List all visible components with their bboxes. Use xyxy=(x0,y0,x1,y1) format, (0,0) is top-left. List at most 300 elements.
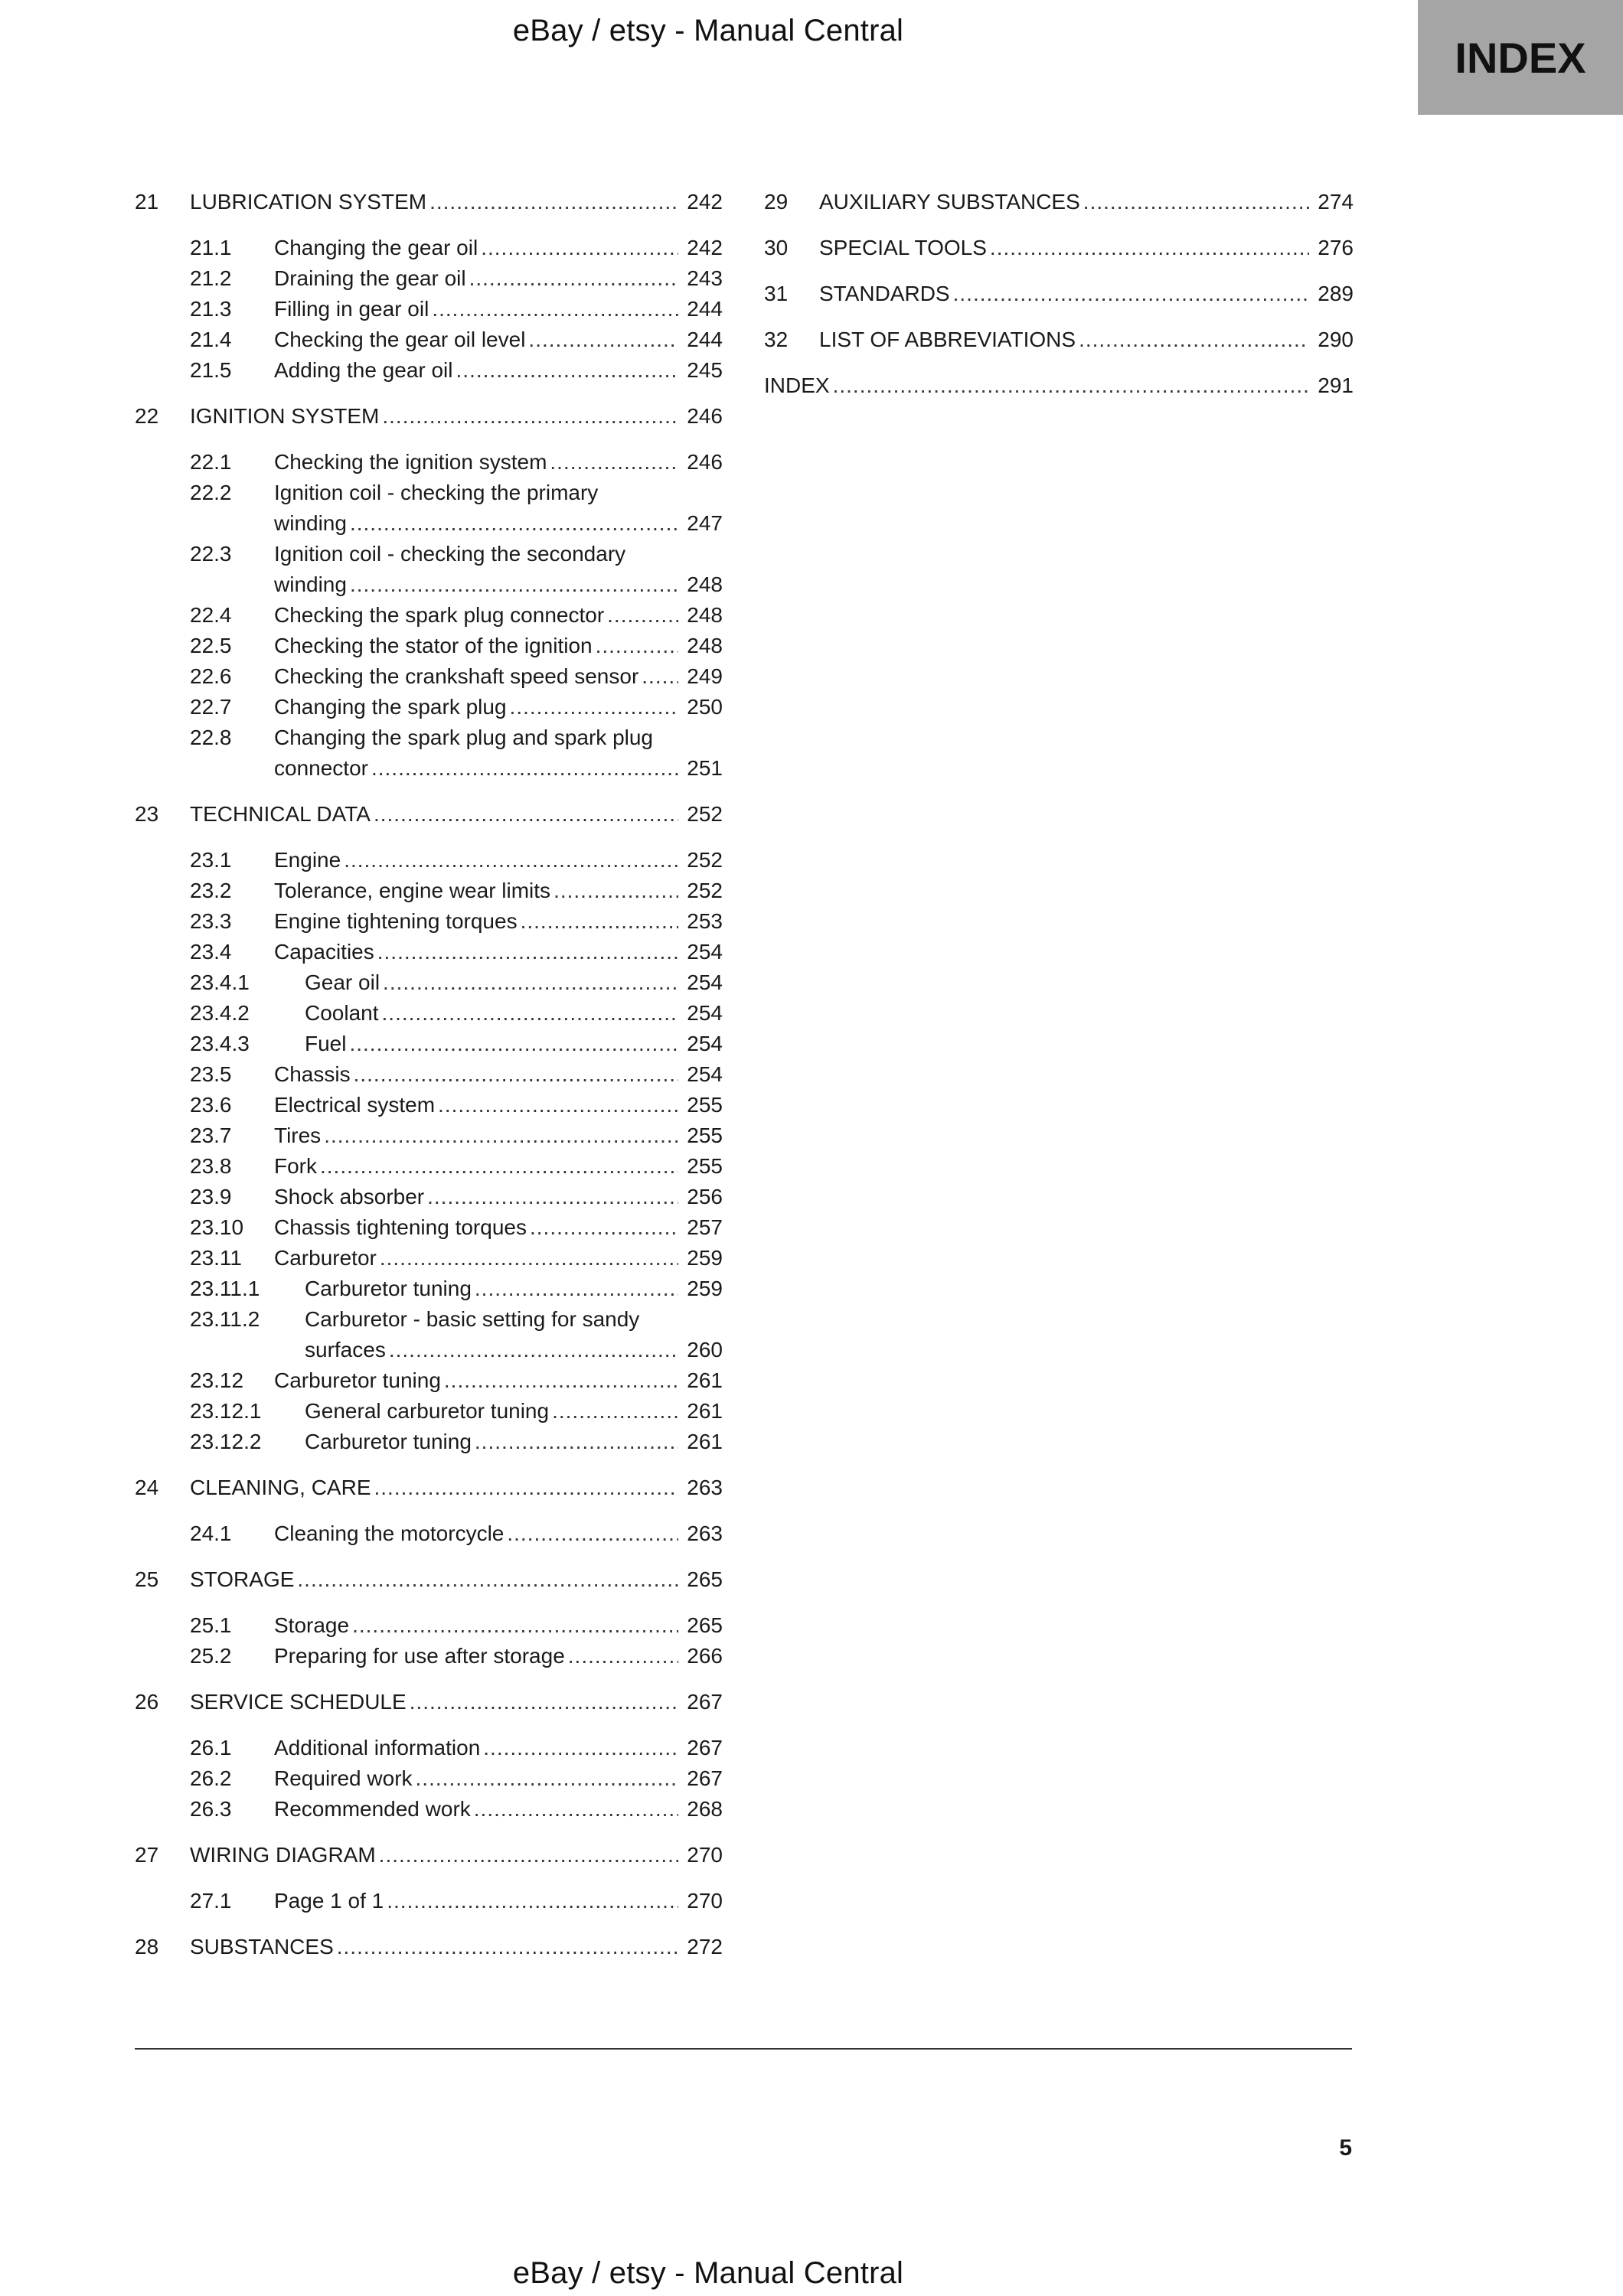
toc-dot-leader xyxy=(382,401,678,432)
toc-entry-title: Carburetor xyxy=(274,1246,377,1270)
toc-entry-body xyxy=(305,1304,723,1365)
toc-entry-body xyxy=(305,1274,723,1304)
toc-entry-number: 29 xyxy=(764,190,789,214)
toc-entry-title: Changing the spark plug xyxy=(274,695,507,719)
toc-entry-chapter[interactable] xyxy=(135,1840,723,1870)
toc-entry-number: 25.2 xyxy=(190,1644,232,1668)
toc-entry-number: 23.11.1 xyxy=(190,1277,260,1300)
toc-dot-leader xyxy=(483,1733,678,1763)
toc-dot-leader xyxy=(350,508,678,539)
toc-dot-leader xyxy=(481,233,678,263)
toc-entry-number: 23.1 xyxy=(190,848,232,872)
toc-entry-number: 26.2 xyxy=(190,1766,232,1790)
toc-entry-sec[interactable] xyxy=(135,263,723,294)
toc-entry-number: 27 xyxy=(135,1843,159,1867)
toc-entry-number: 23.7 xyxy=(190,1124,232,1147)
toc-dot-leader xyxy=(382,998,678,1029)
toc-entry-sec[interactable] xyxy=(135,845,723,876)
toc-entry-chapter[interactable] xyxy=(135,799,723,830)
toc-dot-leader xyxy=(379,1840,678,1870)
toc-entry-number: 21.2 xyxy=(190,266,232,290)
toc-dot-leader xyxy=(528,325,678,355)
toc-entry-body xyxy=(274,722,723,784)
toc-entry-number: 23.8 xyxy=(190,1154,232,1178)
toc-entry-title: General carburetor tuning xyxy=(305,1399,550,1423)
toc-entry-page: 254 xyxy=(687,1062,723,1086)
toc-entry-number: 23.4 xyxy=(190,940,232,964)
toc-entry-body xyxy=(274,1763,723,1794)
toc-entry-number: 22.5 xyxy=(190,634,232,657)
toc-dot-leader xyxy=(475,1427,678,1457)
toc-dot-leader xyxy=(475,1274,678,1304)
toc-entry-number: 22.6 xyxy=(190,664,232,688)
toc-entry-title: Draining the gear oil xyxy=(274,266,466,290)
toc-entry-title: Additional information xyxy=(274,1736,481,1760)
toc-entry-page: 248 xyxy=(687,572,723,596)
toc-entry-sec[interactable] xyxy=(135,876,723,906)
toc-entry-title: Shock absorber xyxy=(274,1185,425,1208)
toc-entry-title: Carburetor tuning xyxy=(305,1277,472,1300)
toc-entry-body xyxy=(274,233,723,263)
toc-entry-title: SERVICE SCHEDULE xyxy=(190,1690,407,1714)
toc-entry-sec[interactable] xyxy=(135,1763,723,1794)
toc-dot-leader xyxy=(380,1243,678,1274)
toc-entry-title: Chassis xyxy=(274,1062,351,1086)
toc-entry-title: Required work xyxy=(274,1766,413,1790)
toc-entry-body xyxy=(274,294,723,325)
toc-entry-page: 255 xyxy=(687,1093,723,1117)
toc-entry-title-continued: surfaces xyxy=(305,1338,386,1362)
toc-entry-number: 23.4.3 xyxy=(190,1032,250,1055)
toc-entry-page: 254 xyxy=(687,970,723,994)
toc-entry-page: 255 xyxy=(687,1154,723,1178)
toc-entry-body xyxy=(190,1932,723,1962)
toc-entry-page: 253 xyxy=(687,909,723,933)
toc-entry-body xyxy=(190,1473,723,1503)
toc-entry-title: Changing the spark plug and spark plug xyxy=(274,726,654,749)
toc-entry-sec[interactable] xyxy=(135,355,723,386)
toc-dot-leader xyxy=(990,233,1309,263)
toc-dot-leader xyxy=(568,1641,678,1671)
toc-entry-title: STANDARDS xyxy=(819,282,950,305)
toc-entry-continuation xyxy=(274,569,723,600)
toc-entry-number: 21.4 xyxy=(190,328,232,351)
toc-entry-sub[interactable] xyxy=(135,1274,723,1304)
toc-entry-number: 23.9 xyxy=(190,1185,232,1208)
toc-entry-page: 270 xyxy=(687,1843,723,1867)
toc-entry-sec[interactable] xyxy=(135,478,723,539)
toc-entry-page: 265 xyxy=(687,1613,723,1637)
toc-entry-body xyxy=(274,539,723,600)
toc-entry-page: 245 xyxy=(687,358,723,382)
toc-entry-page: 267 xyxy=(687,1736,723,1760)
toc-entry-sec[interactable] xyxy=(135,1365,723,1396)
toc-entry-title: Fork xyxy=(274,1154,317,1178)
toc-entry-sec[interactable] xyxy=(135,1120,723,1151)
toc-dot-leader xyxy=(474,1794,678,1825)
toc-entry-page: 260 xyxy=(687,1338,723,1362)
toc-dot-leader xyxy=(432,294,678,325)
toc-entry-title: Engine tightening torques xyxy=(274,909,518,933)
toc-entry-number: 21 xyxy=(135,190,159,214)
toc-entry-body xyxy=(274,1059,723,1090)
toc-entry-title: LUBRICATION SYSTEM xyxy=(190,190,427,214)
toc-entry-sec[interactable] xyxy=(135,325,723,355)
toc-entry-number: 32 xyxy=(764,328,789,351)
toc-entry-body xyxy=(274,845,723,876)
toc-entry-body xyxy=(274,1212,723,1243)
toc-entry-sub[interactable] xyxy=(135,1396,723,1427)
toc-entry-title: Ignition coil - checking the primary xyxy=(274,481,599,504)
toc-entry-chapter[interactable] xyxy=(135,1564,723,1595)
toc-entry-sub[interactable] xyxy=(135,998,723,1029)
toc-dot-leader xyxy=(642,661,678,692)
toc-entry-body xyxy=(819,325,1354,355)
toc-entry-body xyxy=(190,1840,723,1870)
toc-entry-number: 21.3 xyxy=(190,297,232,321)
toc-entry-sec[interactable] xyxy=(135,1794,723,1825)
toc-entry-number: 23.12 xyxy=(190,1368,244,1392)
toc-entry-page: 254 xyxy=(687,940,723,964)
toc-entry-chapter[interactable] xyxy=(764,325,1354,355)
toc-entry-title: Recommended work xyxy=(274,1797,471,1821)
toc-entry-page: 242 xyxy=(687,190,723,214)
toc-entry-title: Electrical system xyxy=(274,1093,436,1117)
toc-dot-leader xyxy=(521,906,678,937)
toc-entry-title: Coolant xyxy=(305,1001,379,1025)
toc-entry-title: Tires xyxy=(274,1124,322,1147)
toc-entry-title: Fuel xyxy=(305,1032,347,1055)
toc-entry-number: 31 xyxy=(764,282,789,305)
toc-entry-number: 23.4.1 xyxy=(190,970,250,994)
toc-entry-body xyxy=(274,1151,723,1182)
toc-entry-number: 23.12.1 xyxy=(190,1399,262,1423)
toc-dot-leader xyxy=(607,600,678,631)
toc-entry-body xyxy=(274,876,723,906)
toc-dot-leader xyxy=(377,937,678,967)
toc-entry-title: Engine xyxy=(274,848,341,872)
toc-entry-number: 22 xyxy=(135,404,159,428)
toc-entry-number: 23.6 xyxy=(190,1093,232,1117)
toc-entry-sec[interactable] xyxy=(135,937,723,967)
toc-entry-title: Chassis tightening torques xyxy=(274,1215,527,1239)
toc-entry-chapter[interactable] xyxy=(135,1687,723,1717)
toc-dot-leader xyxy=(427,1182,678,1212)
toc-entry-title: Storage xyxy=(274,1613,350,1637)
toc-dot-leader xyxy=(530,1212,678,1243)
toc-dot-leader xyxy=(552,1396,678,1427)
toc-dot-leader xyxy=(554,876,678,906)
toc-entry-title: Cleaning the motorcycle xyxy=(274,1521,505,1545)
toc-entry-body xyxy=(274,906,723,937)
toc-entry-number: 22.2 xyxy=(190,481,232,504)
toc-entry-page: 244 xyxy=(687,297,723,321)
toc-dot-leader xyxy=(469,263,678,294)
toc-dot-leader xyxy=(320,1151,678,1182)
toc-entry-number: 23.11 xyxy=(190,1246,242,1270)
toc-entry-body xyxy=(274,937,723,967)
toc-entry-body xyxy=(274,355,723,386)
toc-entry-number: 23.2 xyxy=(190,879,232,902)
toc-entry-title: Carburetor - basic setting for sandy xyxy=(305,1307,640,1331)
toc-entry-body xyxy=(274,325,723,355)
toc-entry-title-continued: winding xyxy=(274,511,347,535)
toc-entry-number: 23.10 xyxy=(190,1215,244,1239)
toc-column-left xyxy=(135,187,723,1962)
toc-entry-page: 265 xyxy=(687,1567,723,1591)
toc-entry-page: 268 xyxy=(687,1797,723,1821)
toc-entry-number: 23.5 xyxy=(190,1062,232,1086)
toc-entry-page: 274 xyxy=(1318,190,1354,214)
toc-entry-chapter[interactable] xyxy=(764,279,1354,309)
toc-dot-leader xyxy=(833,370,1309,401)
toc-entry-number: 22.4 xyxy=(190,603,232,627)
toc-dot-leader xyxy=(387,1886,678,1916)
toc-entry-number: 28 xyxy=(135,1935,159,1958)
toc-dot-leader xyxy=(410,1687,678,1717)
toc-entry-body xyxy=(190,799,723,830)
toc-entry-title: Checking the spark plug connector xyxy=(274,603,605,627)
toc-entry-page: 261 xyxy=(687,1430,723,1453)
toc-entry-number: 23.11.2 xyxy=(190,1307,260,1331)
toc-entry-body xyxy=(274,263,723,294)
toc-entry-page: 289 xyxy=(1318,282,1354,305)
toc-entry-number: 21.1 xyxy=(190,236,232,259)
toc-entry-chapter[interactable] xyxy=(135,1932,723,1962)
toc-entry-page: 255 xyxy=(687,1124,723,1147)
toc-entry-chapter[interactable] xyxy=(135,401,723,432)
toc-entry-title: Gear oil xyxy=(305,970,380,994)
toc-entry-number: 26.3 xyxy=(190,1797,232,1821)
toc-dot-leader xyxy=(350,569,678,600)
toc-entry-body xyxy=(274,1733,723,1763)
toc-entry-title: WIRING DIAGRAM xyxy=(190,1843,376,1867)
toc-dot-leader xyxy=(389,1335,678,1365)
toc-entry-chapter[interactable] xyxy=(135,1473,723,1503)
toc-entry-page: 261 xyxy=(687,1399,723,1423)
toc-entry-body xyxy=(819,233,1354,263)
toc-entry-body xyxy=(274,1794,723,1825)
toc-entry-sec[interactable] xyxy=(135,1182,723,1212)
toc-entry-chapter[interactable] xyxy=(135,187,723,217)
toc-entry-number: 26.1 xyxy=(190,1736,232,1760)
toc-entry-number: 22.8 xyxy=(190,726,232,749)
toc-entry-page: 243 xyxy=(687,266,723,290)
toc-entry-page: 242 xyxy=(687,236,723,259)
toc-entry-sec[interactable] xyxy=(135,661,723,692)
toc-entry-number: 26 xyxy=(135,1690,159,1714)
toc-entry-sec[interactable] xyxy=(135,1610,723,1641)
toc-dot-leader xyxy=(1079,325,1309,355)
toc-entry-page: 259 xyxy=(687,1277,723,1300)
toc-dot-leader xyxy=(324,1120,678,1151)
toc-entry-title: Adding the gear oil xyxy=(274,358,453,382)
toc-entry-sub[interactable] xyxy=(135,1029,723,1059)
toc-entry-title: SUBSTANCES xyxy=(190,1935,334,1958)
toc-entry-sec[interactable] xyxy=(135,1090,723,1120)
toc-entry-title: Filling in gear oil xyxy=(274,297,429,321)
toc-entry-sec[interactable] xyxy=(135,692,723,722)
toc-entry-sec[interactable] xyxy=(135,1518,723,1549)
toc-dot-leader xyxy=(371,753,678,784)
toc-entry-number: 23.3 xyxy=(190,909,232,933)
toc-dot-leader xyxy=(444,1365,678,1396)
toc-entry-chapter[interactable] xyxy=(764,233,1354,263)
toc-entry-page: 248 xyxy=(687,603,723,627)
toc-entry-number: 22.1 xyxy=(190,450,232,474)
toc-entry-number: 25 xyxy=(135,1567,159,1591)
toc-entry-body xyxy=(305,998,723,1029)
toc-entry-body xyxy=(190,187,723,217)
toc-entry-body xyxy=(190,1564,723,1595)
toc-entry-body xyxy=(190,401,723,432)
toc-entry-number: 24.1 xyxy=(190,1521,232,1545)
toc-entry-title: CLEANING, CARE xyxy=(190,1476,371,1499)
toc-entry-page: 246 xyxy=(687,404,723,428)
toc-column-right xyxy=(764,187,1354,401)
toc-entry-page: 259 xyxy=(687,1246,723,1270)
toc-entry-title: IGNITION SYSTEM xyxy=(190,404,380,428)
toc-entry-sec[interactable] xyxy=(135,294,723,325)
toc-entry-page: 247 xyxy=(687,511,723,535)
toc-entry-body xyxy=(819,279,1354,309)
toc-dot-leader xyxy=(510,692,678,722)
toc-entry-body xyxy=(274,1365,723,1396)
toc-entry-title-continued: connector xyxy=(274,756,368,780)
toc-entry-title: Checking the crankshaft speed sensor xyxy=(274,664,639,688)
toc-dot-leader xyxy=(456,355,678,386)
toc-entry-number: 24 xyxy=(135,1476,159,1499)
toc-entry-title: STORAGE xyxy=(190,1567,295,1591)
toc-dot-leader xyxy=(374,1473,679,1503)
toc-dot-leader xyxy=(349,1029,678,1059)
toc-entry-number: 23.12.2 xyxy=(190,1430,262,1453)
toc-entry-body xyxy=(274,1120,723,1151)
toc-entry-body xyxy=(274,447,723,478)
toc-entry-sub[interactable] xyxy=(135,967,723,998)
toc-entry-body xyxy=(305,967,723,998)
toc-entry-page: 248 xyxy=(687,634,723,657)
toc-entry-sec[interactable] xyxy=(135,600,723,631)
toc-entry-body xyxy=(274,1641,723,1671)
toc-entry-title: Changing the gear oil xyxy=(274,236,478,259)
toc-entry-body xyxy=(305,1029,723,1059)
toc-dot-leader xyxy=(374,799,678,830)
footer-rule xyxy=(135,2048,1352,2050)
toc-entry-sec[interactable] xyxy=(135,631,723,661)
toc-entry-title: TECHNICAL DATA xyxy=(190,802,371,826)
toc-dot-leader xyxy=(953,279,1309,309)
toc-entry-page: 257 xyxy=(687,1215,723,1239)
toc-entry-sec[interactable] xyxy=(135,1059,723,1090)
toc-dot-leader xyxy=(596,631,678,661)
watermark-top: eBay / etsy - Manual Central xyxy=(512,14,904,47)
toc-entry-sec[interactable] xyxy=(135,1886,723,1916)
toc-entry-plain[interactable] xyxy=(764,370,1354,401)
toc-entry-page: 263 xyxy=(687,1476,723,1499)
toc-entry-title: Tolerance, engine wear limits xyxy=(274,879,551,902)
toc-entry-page: 267 xyxy=(687,1690,723,1714)
toc-entry-body xyxy=(305,1427,723,1457)
toc-entry-sec[interactable] xyxy=(135,447,723,478)
toc-entry-title: Carburetor tuning xyxy=(274,1368,441,1392)
toc-entry-title: Page 1 of 1 xyxy=(274,1889,384,1913)
page-number: 5 xyxy=(1339,2135,1352,2161)
toc-entry-page: 251 xyxy=(687,756,723,780)
toc-entry-sec[interactable] xyxy=(135,1151,723,1182)
toc-entry-body xyxy=(274,478,723,539)
toc-entry-page: 252 xyxy=(687,848,723,872)
toc-entry-page: 276 xyxy=(1318,236,1354,259)
toc-entry-number: 23 xyxy=(135,802,159,826)
toc-entry-title: Ignition coil - checking the secondary xyxy=(274,542,626,566)
toc-entry-body xyxy=(274,692,723,722)
toc-entry-number: 30 xyxy=(764,236,789,259)
toc-entry-sec[interactable] xyxy=(135,233,723,263)
toc-entry-body xyxy=(274,1182,723,1212)
toc-entry-title-continued: winding xyxy=(274,572,347,596)
toc-entry-body xyxy=(274,1518,723,1549)
toc-entry-page: 256 xyxy=(687,1185,723,1208)
toc-entry-body xyxy=(274,661,723,692)
toc-entry-continuation xyxy=(274,753,723,784)
toc-entry-page: 250 xyxy=(687,695,723,719)
toc-entry-title: AUXILIARY SUBSTANCES xyxy=(819,190,1080,214)
toc-entry-body xyxy=(274,1886,723,1916)
index-tab: INDEX xyxy=(1418,0,1623,115)
toc-entry-body xyxy=(274,631,723,661)
toc-entry-sec[interactable] xyxy=(135,722,723,784)
toc-entry-page: 290 xyxy=(1318,328,1354,351)
toc-entry-number: 27.1 xyxy=(190,1889,232,1913)
toc-entry-title: Checking the stator of the ignition xyxy=(274,634,593,657)
toc-entry-number: 22.3 xyxy=(190,542,232,566)
toc-entry-body xyxy=(274,1610,723,1641)
toc-entry-page: 261 xyxy=(687,1368,723,1392)
toc-entry-page: 252 xyxy=(687,802,723,826)
toc-entry-title: Preparing for use after storage xyxy=(274,1644,565,1668)
toc-entry-chapter[interactable] xyxy=(764,187,1354,217)
toc-entry-body xyxy=(274,1090,723,1120)
toc-entry-page: 254 xyxy=(687,1001,723,1025)
toc-entry-number: 22.7 xyxy=(190,695,232,719)
toc-entry-title: Checking the ignition system xyxy=(274,450,547,474)
toc-entry-number: 21.5 xyxy=(190,358,232,382)
toc-entry-sub[interactable] xyxy=(135,1427,723,1457)
toc-entry-number: 25.1 xyxy=(190,1613,232,1637)
watermark-bottom: eBay / etsy - Manual Central xyxy=(512,2256,904,2290)
toc-entry-sec[interactable] xyxy=(135,1243,723,1274)
toc-entry-sec[interactable] xyxy=(135,1212,723,1243)
toc-dot-leader xyxy=(297,1564,678,1595)
toc-entry-sec[interactable] xyxy=(135,1641,723,1671)
toc-dot-leader xyxy=(416,1763,678,1794)
toc-entry-sec[interactable] xyxy=(135,1733,723,1763)
toc-entry-title: Checking the gear oil level xyxy=(274,328,526,351)
toc-entry-continuation xyxy=(274,508,723,539)
toc-entry-page: 249 xyxy=(687,664,723,688)
toc-entry-body xyxy=(190,1687,723,1717)
toc-entry-page: 244 xyxy=(687,328,723,351)
toc-dot-leader xyxy=(354,1059,678,1090)
toc-entry-page: 267 xyxy=(687,1766,723,1790)
toc-entry-sec[interactable] xyxy=(135,906,723,937)
toc-entry-sec[interactable] xyxy=(135,539,723,600)
toc-entry-title: INDEX xyxy=(764,373,830,397)
toc-entry-sub[interactable] xyxy=(135,1304,723,1365)
toc-dot-leader xyxy=(344,845,678,876)
toc-dot-leader xyxy=(550,447,678,478)
